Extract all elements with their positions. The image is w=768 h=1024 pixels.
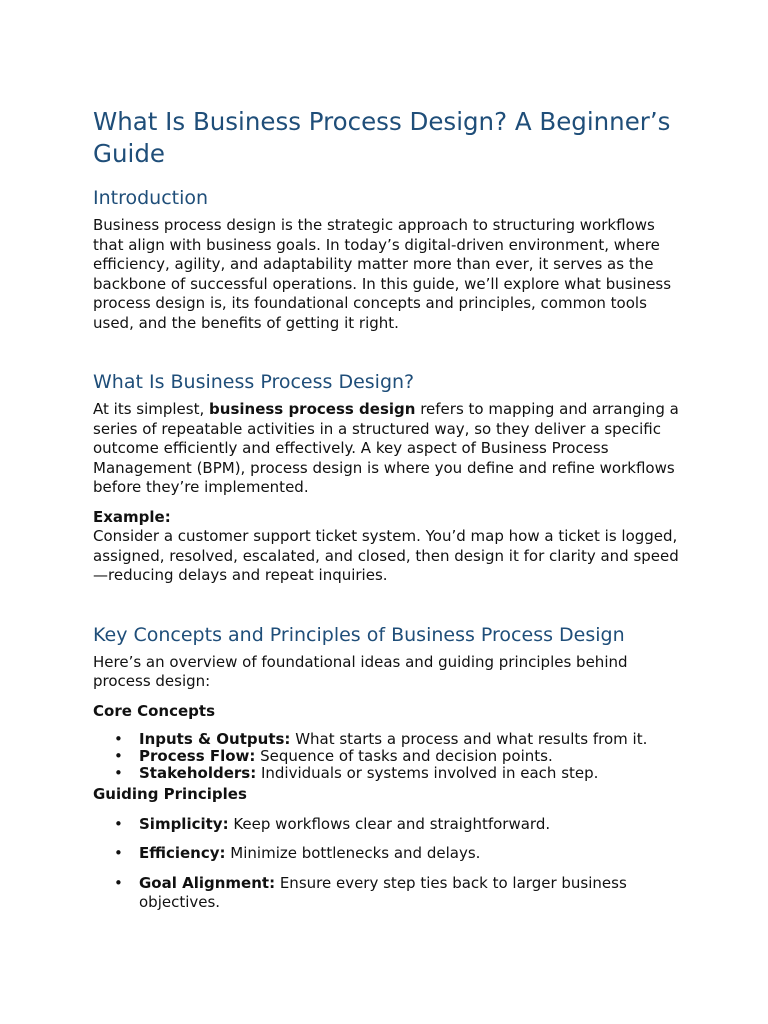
list-item-term: Efficiency: (139, 844, 226, 862)
list-item-desc: Sequence of tasks and decision points. (255, 747, 553, 765)
list-item-term: Simplicity: (139, 814, 229, 833)
list-item (139, 731, 680, 748)
list-item-desc: What starts a process and what results from it. (290, 730, 648, 748)
list-item-term: Stakeholders: (139, 764, 257, 782)
list-item-desc: Ensure every step ties back to larger business objectives. (139, 873, 627, 911)
key-concepts-intro: Here’s an overview of foundational ideas and guiding principles behind process design: (93, 652, 628, 690)
guiding-principles-heading: Guiding Principles (93, 785, 247, 803)
key-concepts-heading: Key Concepts and Principles of Business Process Design (93, 623, 625, 646)
example-label: Example: (93, 507, 171, 526)
what-is-heading: What Is Business Process Design? (93, 371, 415, 393)
list-item-desc: Individuals or systems involved in each step. (256, 764, 599, 782)
intro-heading: Introduction (93, 187, 209, 209)
list-item (139, 748, 680, 765)
intro-paragraph: Business process design is the strategic approach to structuring workflows that align with business goals. In today’s digital-driven environment, where efficiency, agility, and adaptability matter more than ever, it serves as the backbone of successful operations. In this guide, we’ll explore what business process design is, its foundational concepts and principles, common tools used, and the benefits of getting it right. (93, 216, 672, 332)
what-is-bold-term: business process design (209, 400, 416, 418)
list-item (139, 874, 680, 913)
list-item (139, 815, 680, 835)
what-is-paragraph (93, 400, 680, 498)
list-item-desc: Keep workflows clear and straightforward. (228, 814, 551, 833)
page-title: What Is Business Process Design? A Beginner’s Guide (93, 107, 671, 168)
what-is-text-start: At its simplest, (93, 400, 210, 418)
list-item-term: Process Flow: (139, 747, 256, 765)
list-item-desc: Minimize bottlenecks and delays. (225, 844, 481, 862)
guiding-principles-list (93, 815, 680, 913)
list-item (139, 765, 680, 782)
what-is-text-end: refers to mapping and arranging a series of repeatable activities in a structured way, so they deliver a specific outcome efficiently and effectively. A key aspect of Business Process Management (BPM), process design is where you define and refine workflows before they’re implemented. (93, 400, 679, 496)
list-item-term: Goal Alignment: (139, 873, 276, 892)
core-concepts-heading: Core Concepts (93, 701, 215, 720)
core-concepts-list (93, 731, 680, 782)
list-item (139, 844, 680, 864)
example-text: Consider a customer support ticket system. You’d map how a ticket is logged, assigned, resolved, escalated, and closed, then design it for clarity and speed—reducing delays and repeat inquiries. (93, 527, 679, 584)
list-item-term: Inputs & Outputs: (139, 730, 291, 748)
